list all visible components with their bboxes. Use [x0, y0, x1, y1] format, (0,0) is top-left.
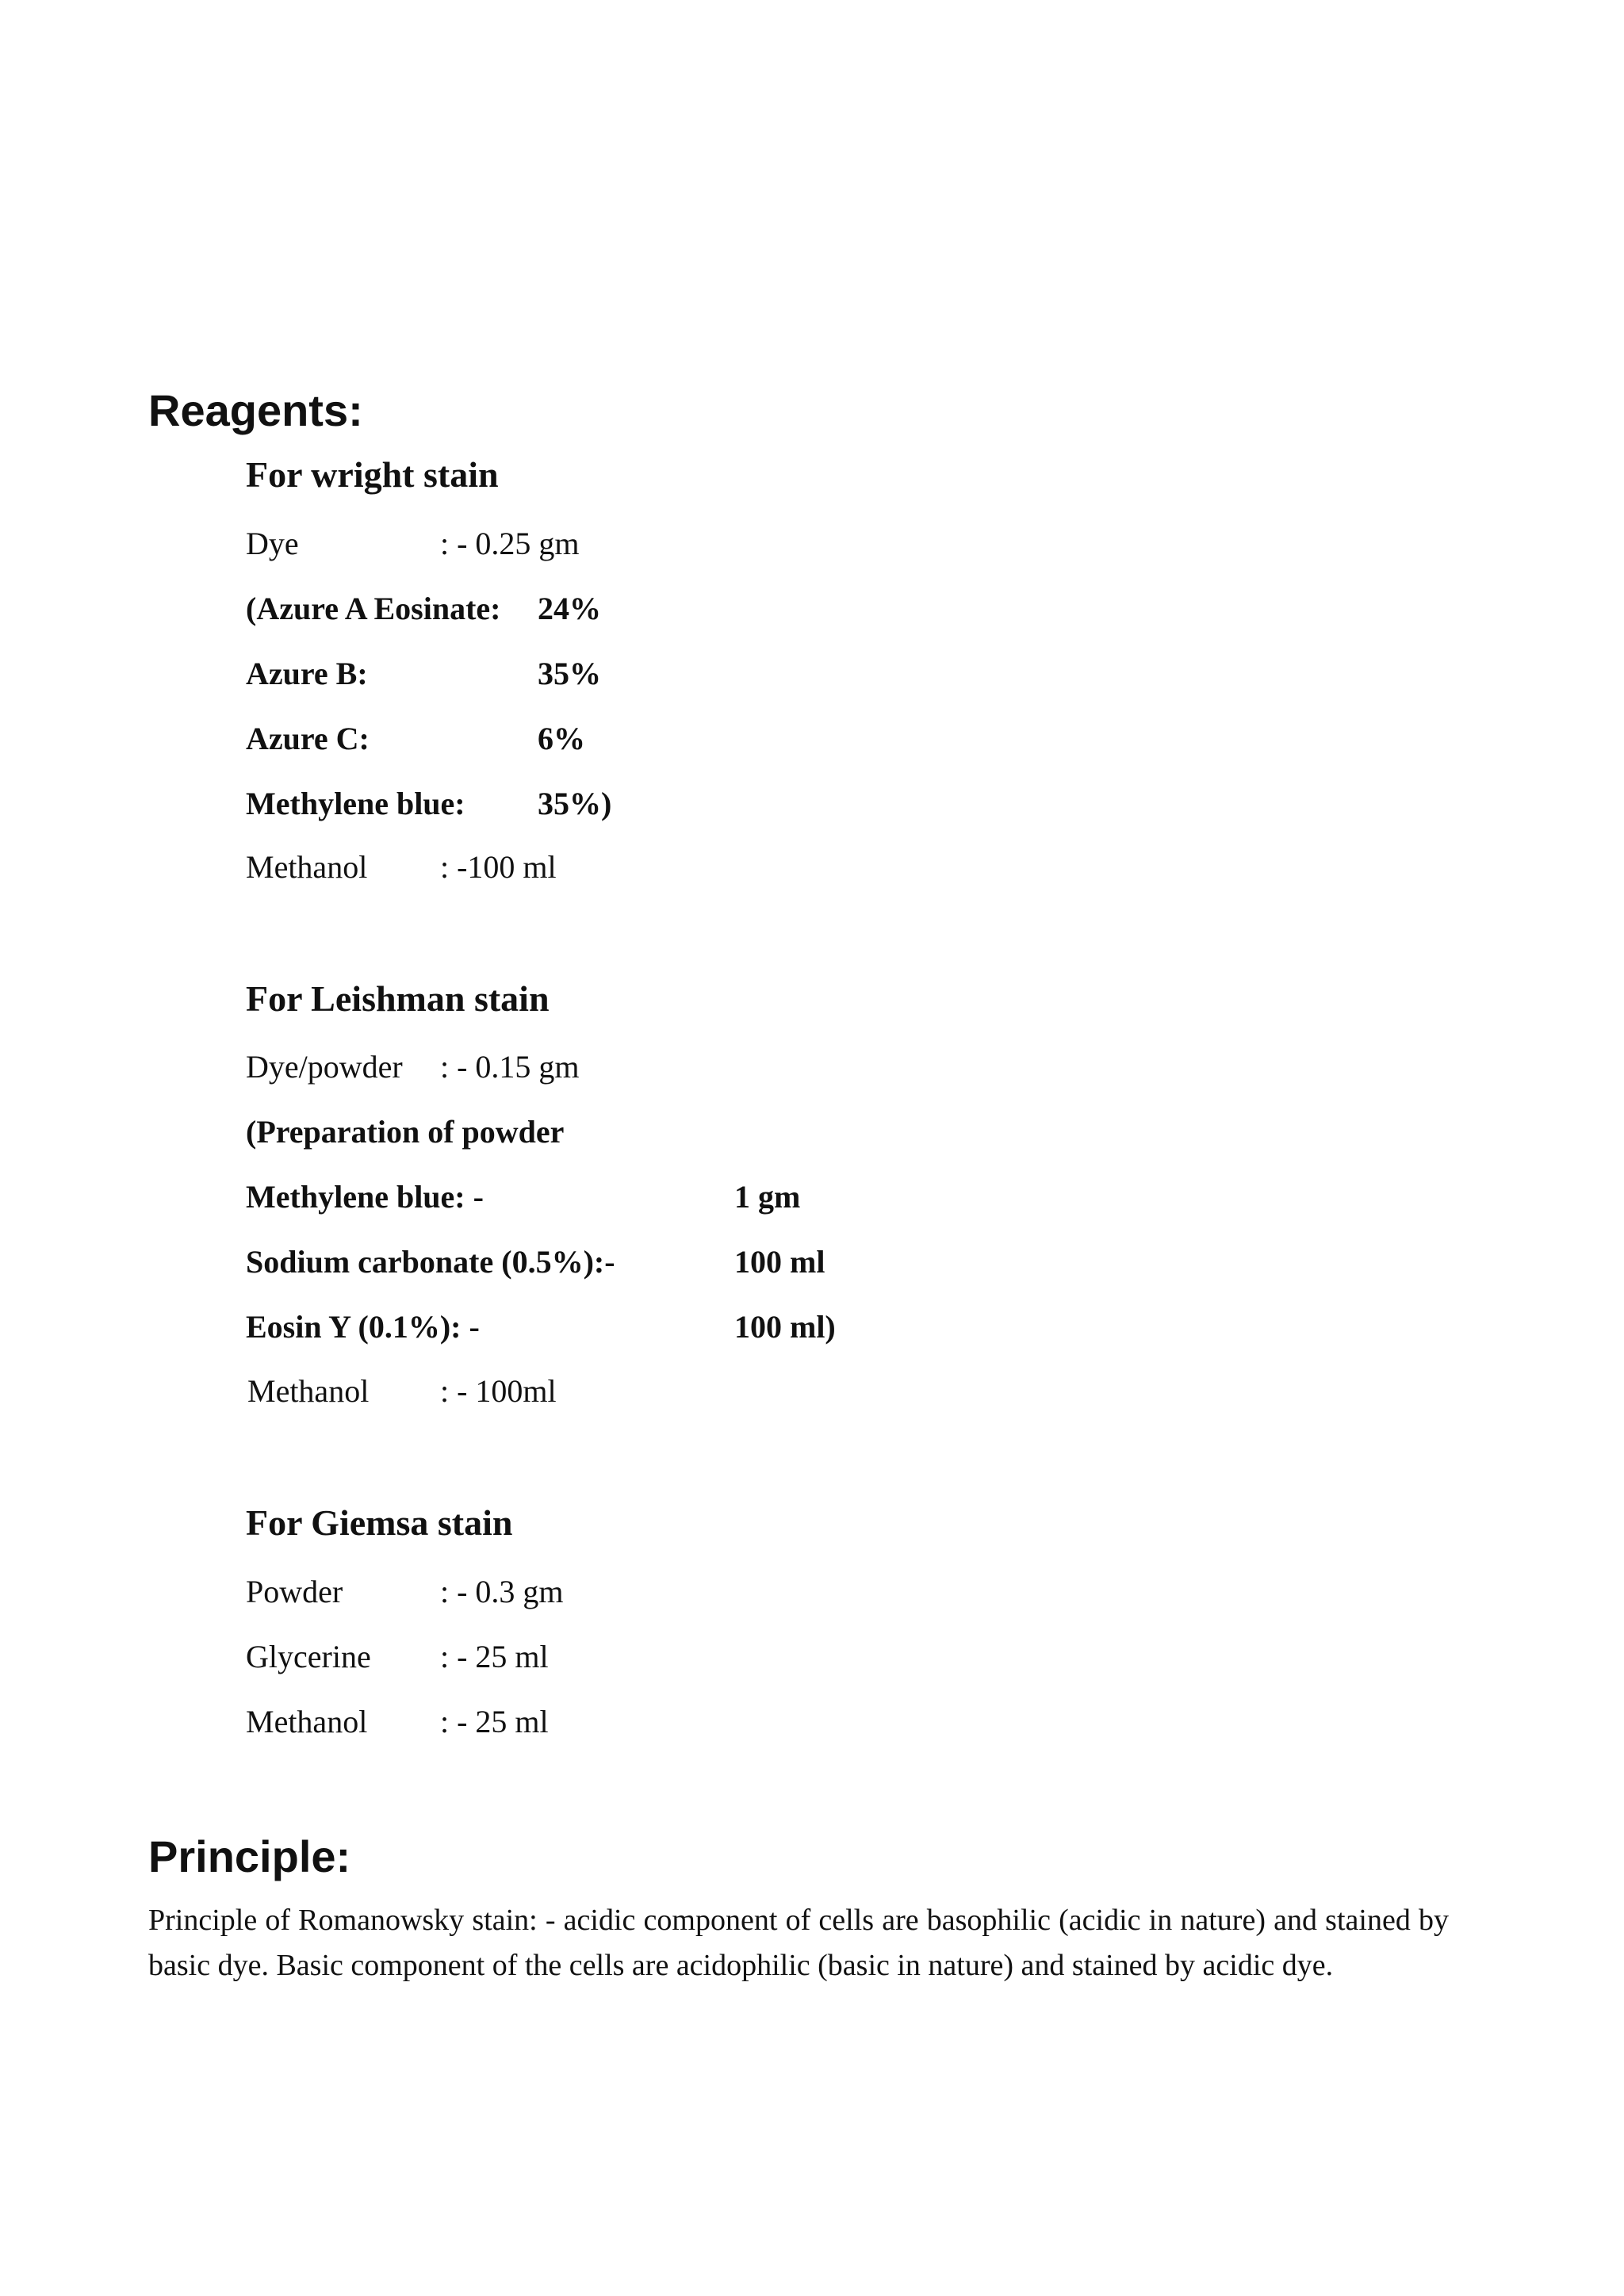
wright-row-label: Methanol	[246, 849, 368, 885]
leishman-row-value: : - 0.15 gm	[440, 1049, 580, 1085]
leishman-row-label: Methanol	[247, 1373, 370, 1409]
wright-stain-title: For wright stain	[246, 454, 499, 495]
giemsa-row-value: : - 0.3 gm	[440, 1574, 564, 1609]
wright-row-label: Azure B:	[246, 656, 368, 691]
principle-heading: Principle:	[148, 1831, 351, 1881]
leishman-row-label: Dye/powder	[246, 1049, 403, 1085]
wright-row-label: Azure C:	[246, 721, 370, 756]
giemsa-row-label: Methanol	[246, 1704, 368, 1739]
wright-row-value: : - 0.25 gm	[440, 526, 580, 561]
giemsa-row-label: Powder	[246, 1574, 343, 1609]
leishman-row-label: Eosin Y (0.1%): -	[246, 1309, 480, 1345]
wright-row-label: (Azure A Eosinate:	[246, 591, 501, 626]
wright-row-value: 35%	[538, 656, 601, 691]
wright-row-label: Dye	[246, 526, 299, 561]
reagents-heading: Reagents:	[148, 385, 363, 435]
leishman-row-label: Methylene blue: -	[246, 1179, 484, 1215]
giemsa-row-value: : - 25 ml	[440, 1639, 549, 1674]
wright-row-value: 24%	[538, 591, 601, 626]
leishman-row-value: 100 ml)	[734, 1309, 836, 1345]
leishman-row-label: (Preparation of powder	[246, 1114, 565, 1150]
principle-paragraph: Principle of Romanowsky stain: - acidic component of cells are basophilic (acidic in nature) and stained by basic dye. Basic component of the cells are acidophilic (basic in nature) and stained by acidic dye.	[148, 1904, 1449, 1982]
giemsa-row-value: : - 25 ml	[440, 1704, 549, 1739]
giemsa-row-label: Glycerine	[246, 1639, 371, 1674]
leishman-row-value: : - 100ml	[440, 1373, 557, 1409]
giemsa-stain-title: For Giemsa stain	[246, 1502, 513, 1543]
leishman-stain-title: For Leishman stain	[246, 978, 550, 1019]
wright-row-label: Methylene blue:	[246, 786, 465, 821]
wright-row-value: : -100 ml	[440, 849, 557, 885]
wright-row-value: 35%)	[538, 786, 612, 821]
leishman-row-value: 100 ml	[734, 1244, 825, 1280]
wright-row-value: 6%	[538, 721, 585, 756]
leishman-row-value: 1 gm	[734, 1179, 801, 1215]
leishman-row-label: Sodium carbonate (0.5%):-	[246, 1244, 615, 1280]
